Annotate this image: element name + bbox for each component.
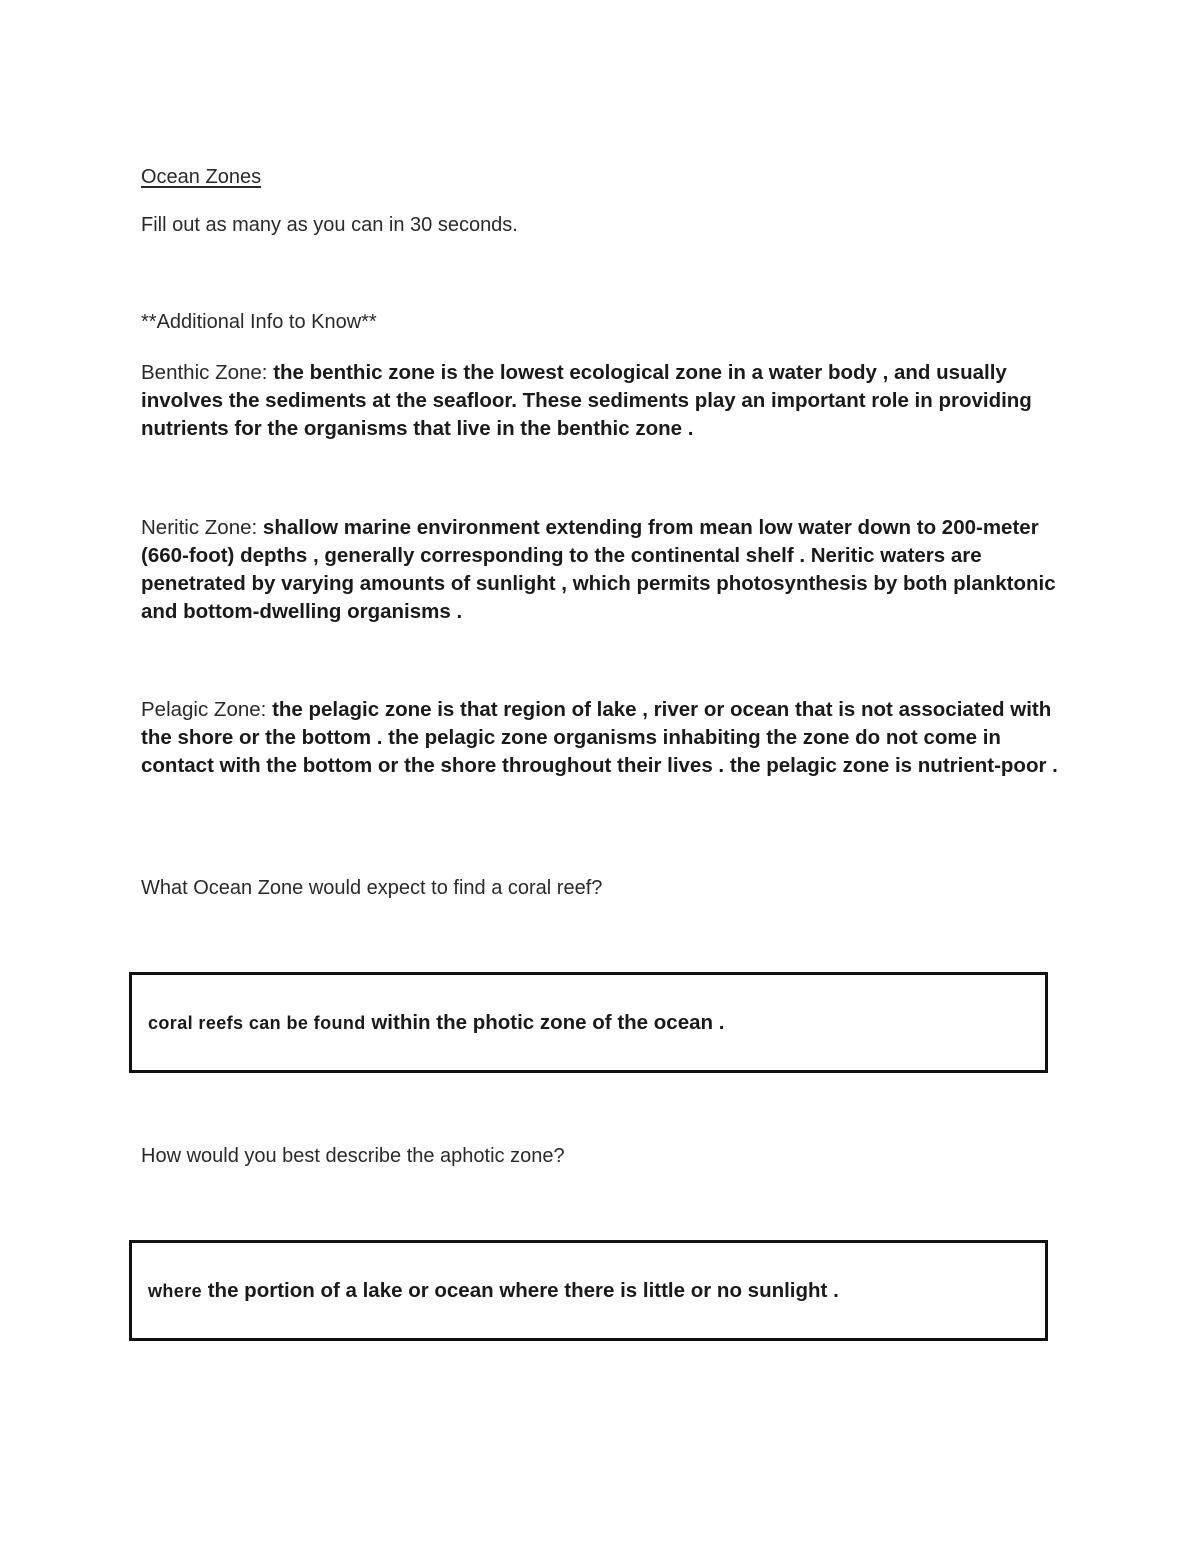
answer-box-coral-reef[interactable] xyxy=(129,972,1048,1073)
page-title: Ocean Zones xyxy=(141,166,262,188)
zone-definition: the pelagic zone is that region of lake , river or ocean that is not associated with the shore or the bottom . the pelagic zone organisms inhabiting the zone do not come in contact with the bottom or the shore throughout their lives . the pelagic zone is nutrient-poor . xyxy=(141,698,1058,777)
answer-text xyxy=(148,1011,724,1035)
answer-lead: where xyxy=(148,1281,203,1301)
question-coral-reef: What Ocean Zone would expect to find a coral reef? xyxy=(141,877,603,899)
answer-text xyxy=(148,1279,839,1303)
question-aphotic-zone: How would you best describe the aphotic zone? xyxy=(141,1145,565,1167)
benthic-zone-entry xyxy=(141,359,1071,443)
answer-box-aphotic-zone[interactable] xyxy=(129,1240,1048,1341)
answer-rest: within the photic zone of the ocean . xyxy=(365,1011,725,1034)
zone-label: Neritic Zone: xyxy=(141,516,258,539)
zone-definition: the benthic zone is the lowest ecological zone in a water body , and usually involves the sediments at the seafloor. These sediments play an important role in providing nutrients for the organisms that live in the benthic zone . xyxy=(141,361,1032,440)
additional-info-heading: **Additional Info to Know** xyxy=(141,311,377,333)
neritic-zone-entry xyxy=(141,514,1071,626)
zone-definition: shallow marine environment extending from mean low water down to 200-meter (660-foot) depths , generally corresponding to the continental shelf . Neritic waters are penetrated by varying amounts of sunlight , which permits photosynthesis by both planktonic and bottom-dwelling organisms . xyxy=(141,516,1056,623)
pelagic-zone-entry xyxy=(141,696,1071,780)
zone-label: Benthic Zone: xyxy=(141,361,268,384)
zone-label: Pelagic Zone: xyxy=(141,698,267,721)
instructions-text: Fill out as many as you can in 30 seconds. xyxy=(141,214,518,236)
answer-lead: coral reefs can be found xyxy=(148,1013,366,1033)
answer-rest: the portion of a lake or ocean where there is little or no sunlight . xyxy=(202,1279,839,1302)
